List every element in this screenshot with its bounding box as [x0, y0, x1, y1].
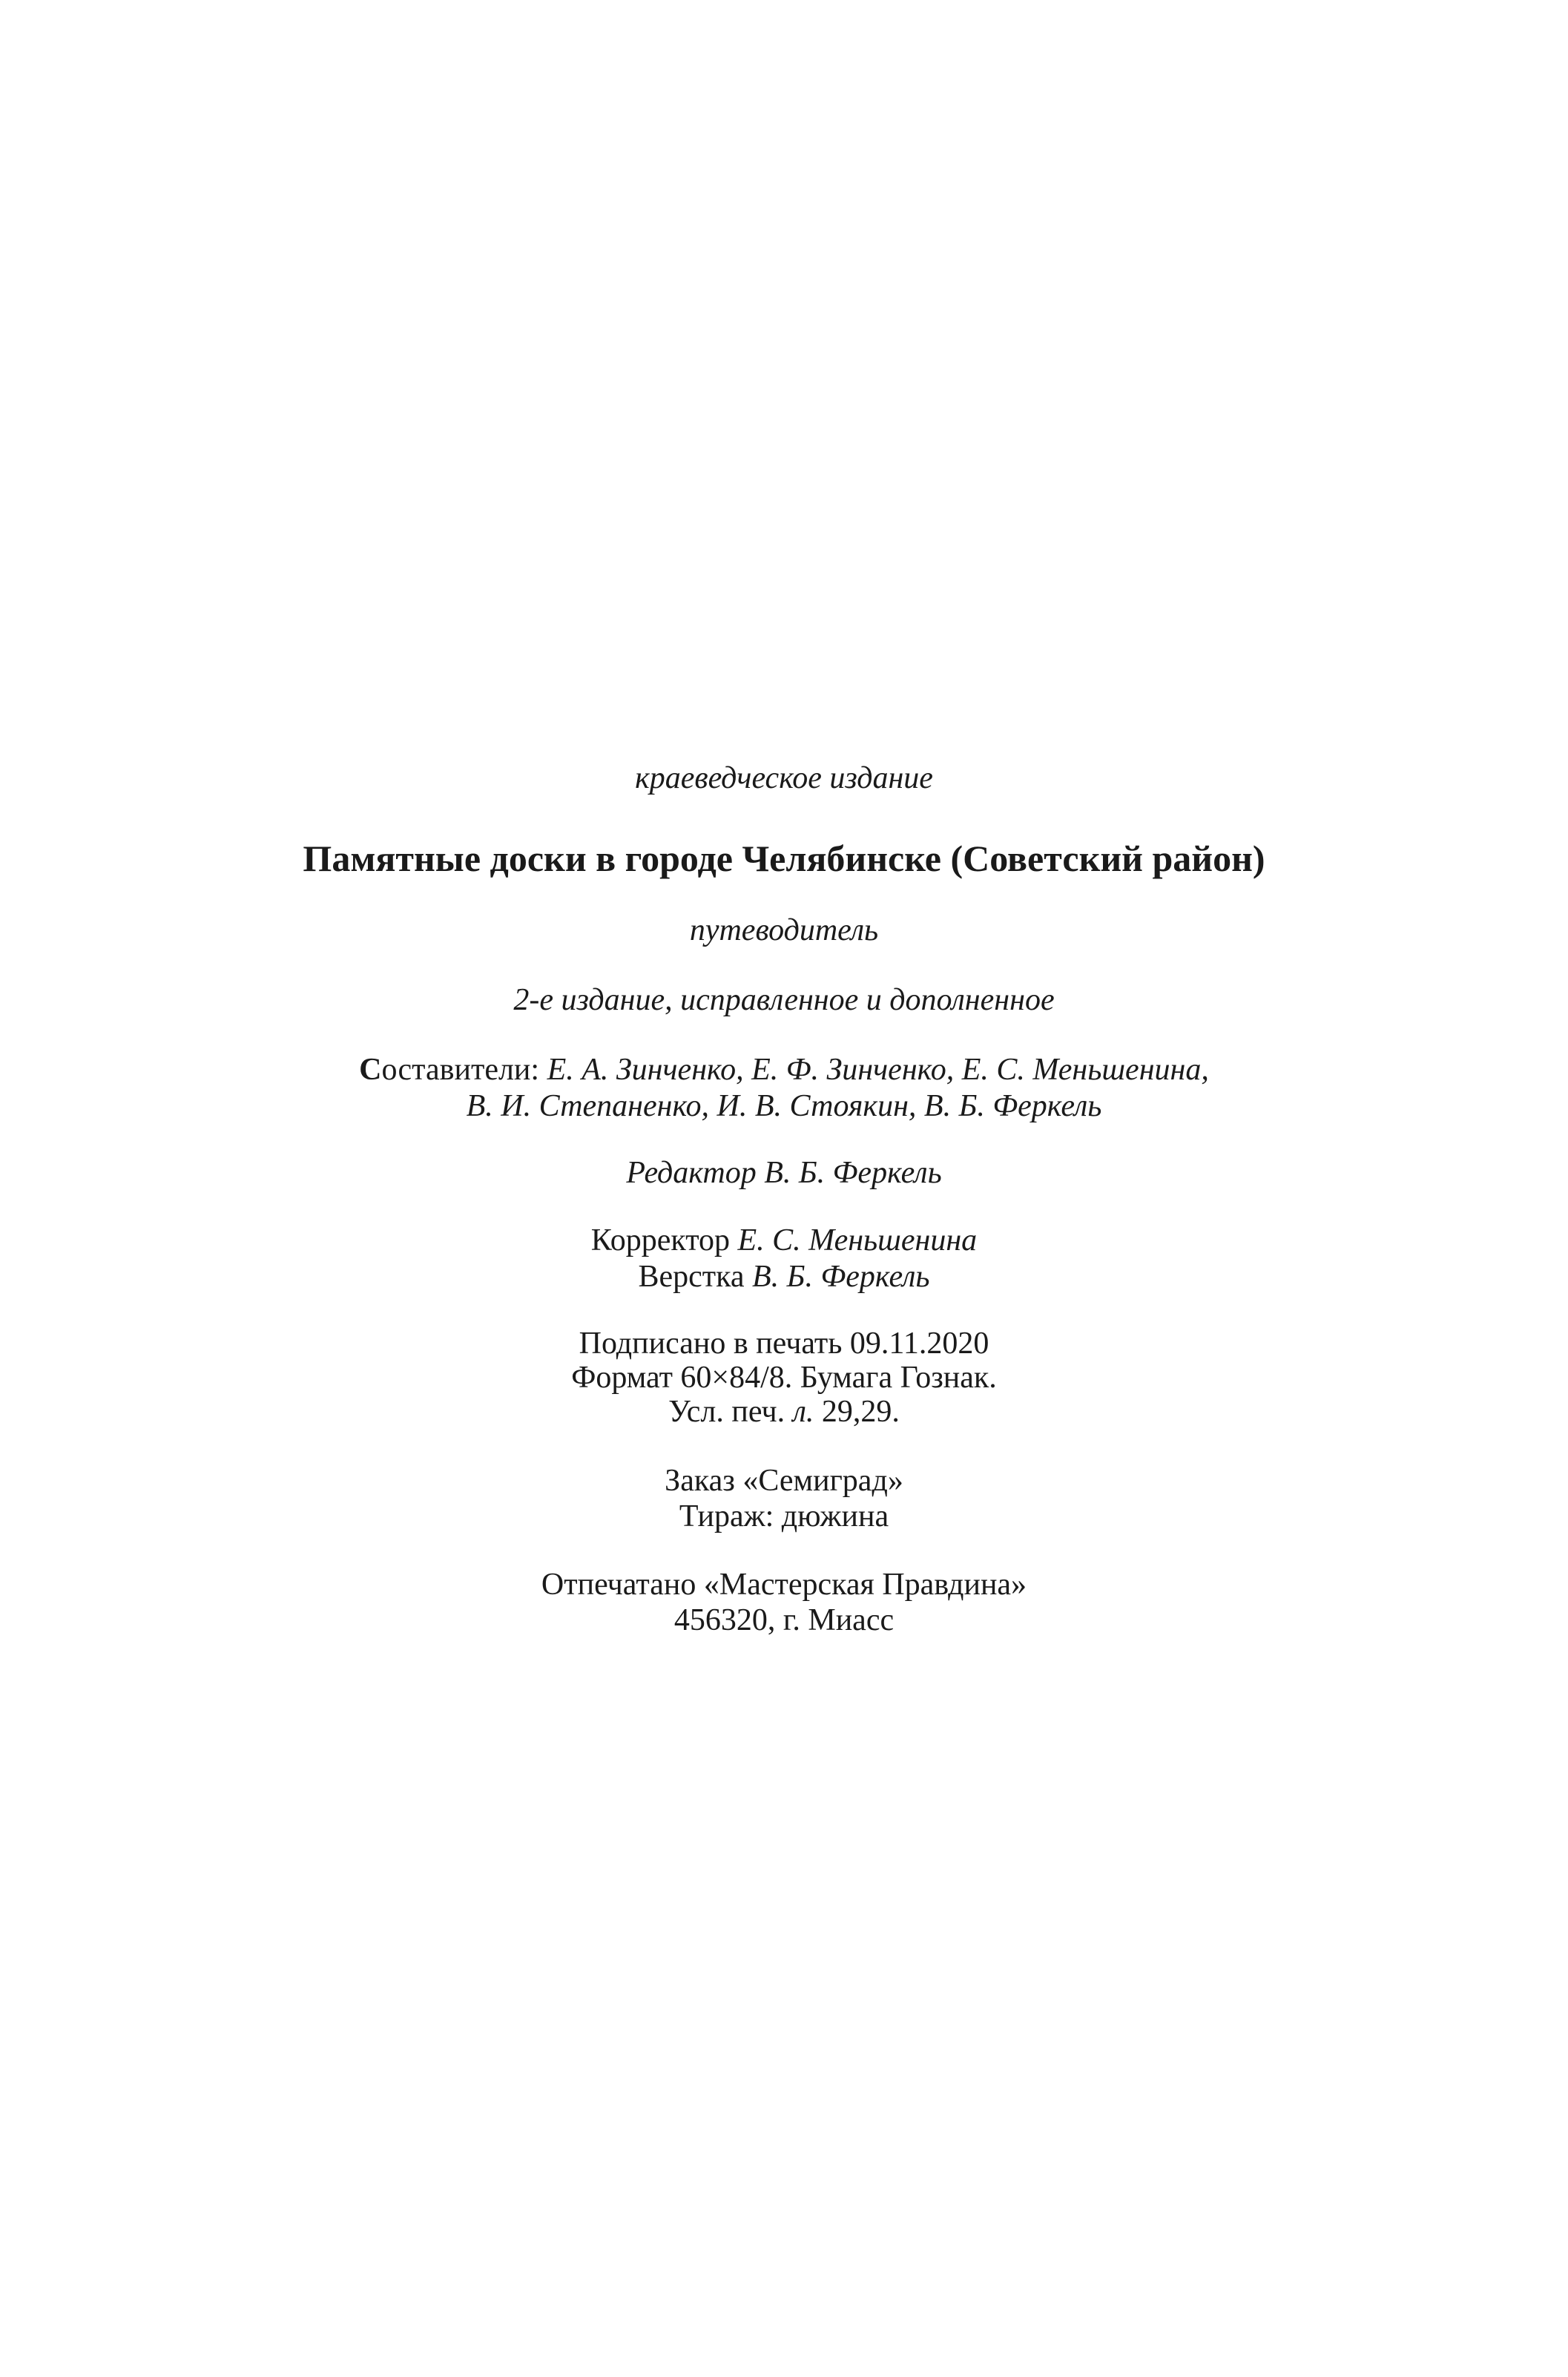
editor-line: Редактор В. Б. Феркель: [626, 1156, 942, 1190]
genre-line: краеведческое издание: [635, 761, 933, 795]
layout-label: Верстка: [638, 1260, 745, 1294]
proofreader-line: [0, 1221, 1568, 1260]
address-line: 456320, г. Миасс: [673, 1603, 895, 1637]
print-sheets-line: [0, 1393, 1568, 1431]
print-sheets-value: 29,29.: [821, 1395, 900, 1429]
compilers-label: оставители:: [381, 1053, 540, 1087]
compilers-label-initial: С: [359, 1053, 382, 1087]
subtitle-line: путеводитель: [689, 913, 879, 947]
compilers-line-2: В. И. Степаненко, И. В. Стоякин, В. Б. Феркель: [466, 1089, 1102, 1123]
compilers-line-1: [0, 1051, 1568, 1089]
proofreader-label: Корректор: [590, 1223, 731, 1257]
book-title: Памятные доски в городе Челябинске (Советский район): [303, 838, 1265, 879]
format-line: Формат 60×84/8. Бумага Гознак.: [571, 1361, 997, 1395]
layout-line: [0, 1257, 1568, 1296]
proofreader-name: Е. С. Меньшенина: [737, 1223, 978, 1257]
print-sheets-abbr: л.: [792, 1395, 814, 1429]
signed-for-print-line: Подписано в печать 09.11.2020: [579, 1326, 989, 1361]
circulation-line: Тираж: дюжина: [679, 1499, 889, 1533]
printed-by-line: Отпечатано «Мастерская Правдина»: [541, 1568, 1027, 1602]
compilers-names: Е. А. Зинченко, Е. Ф. Зинченко, Е. С. Меньшенина,: [547, 1053, 1209, 1087]
print-sheets-prefix: Усл. печ.: [668, 1395, 785, 1429]
layout-name: В. Б. Феркель: [752, 1260, 930, 1294]
order-line: Заказ «Семиград»: [665, 1464, 903, 1498]
edition-line: 2-е издание, исправленное и дополненное: [513, 983, 1055, 1017]
